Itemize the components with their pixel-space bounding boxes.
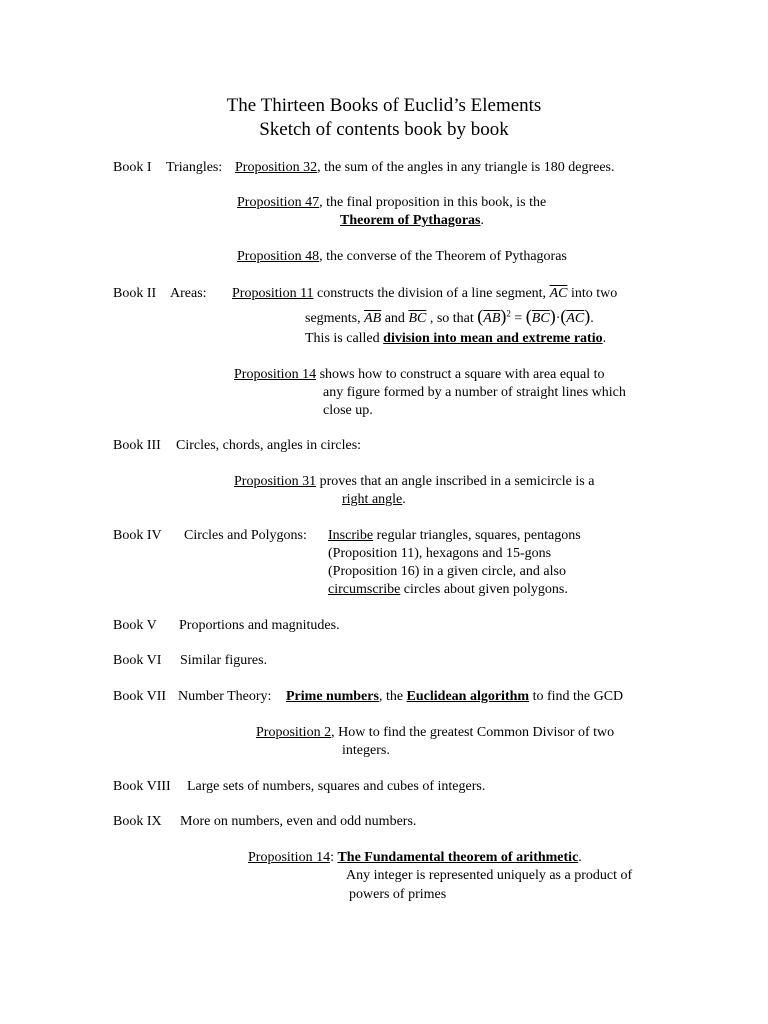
prop-14-line1: shows how to construct a square with area equal to xyxy=(316,367,605,382)
page-title: The Thirteen Books of Euclid’s Elements xyxy=(226,95,542,116)
book-4-line1-text: regular triangles, squares, pentagons xyxy=(373,528,581,543)
formula-period: . xyxy=(590,311,594,326)
prop-14-ix-end: . xyxy=(578,850,582,865)
book-9-label: Book IX xyxy=(113,814,162,829)
book-7-line xyxy=(286,688,623,706)
called-end: . xyxy=(602,331,607,346)
prop-11-text2: into two xyxy=(567,286,618,301)
book-9-prop14 xyxy=(248,849,582,867)
formula-ab: $\overline{AB}$ xyxy=(483,311,501,326)
paren-open-3: ( xyxy=(560,306,567,326)
prop-14-ix-sep: : xyxy=(330,850,338,865)
book-4-line4 xyxy=(328,581,568,599)
book-2-prop14-line2: any figure formed by a number of straight lines which xyxy=(323,385,626,400)
book-4-line3: (Proposition 16) in a given circle, and also xyxy=(328,564,566,579)
book-3-right-angle-line xyxy=(342,491,406,509)
prop-14-ix-link: Proposition 14 xyxy=(248,850,331,865)
book-2-formula xyxy=(305,307,594,328)
paren-open: ( xyxy=(477,306,484,326)
paren-open-2: ( xyxy=(525,306,532,326)
prop-2-link: Proposition 2 xyxy=(256,725,332,740)
paren-close: ) xyxy=(500,306,507,326)
right-angle-end: . xyxy=(402,492,406,507)
theorem-end: . xyxy=(480,213,484,228)
formula-ac: $\overline{AC}$ xyxy=(566,311,585,326)
prop-14-link: Proposition 14 xyxy=(234,367,317,382)
formula-bc: $\overline{BC}$ xyxy=(531,311,550,326)
book-7-comma: , the xyxy=(378,689,407,704)
prop-2-text: , How to find the greatest Common Divisor of two xyxy=(331,725,615,740)
prop-47-link: Proposition 47 xyxy=(237,195,320,210)
prop-47-text: , the final proposition in this book, is the xyxy=(319,195,547,210)
book-2-prop14 xyxy=(234,366,605,384)
book-5-topic: Proportions and magnitudes. xyxy=(179,618,340,633)
book-2-called xyxy=(305,330,606,348)
inscribe: Inscribe xyxy=(328,528,374,543)
prop-11-text: constructs the division of a line segment, xyxy=(313,286,547,301)
prop-31-text: proves that an angle inscribed in a semicircle is a xyxy=(316,474,595,489)
euclidean-algorithm: Euclidean algorithm xyxy=(406,689,530,704)
prop-31-link: Proposition 31 xyxy=(234,474,317,489)
equals: = xyxy=(510,311,526,326)
segment-ac: $\overline{AC}$ xyxy=(549,286,568,301)
paren-close-3: ) xyxy=(584,306,591,326)
page-subtitle: Sketch of contents book by book xyxy=(259,119,509,140)
book-1-prop32 xyxy=(235,159,615,177)
fundamental-theorem: The Fundamental theorem of arithmetic xyxy=(337,850,579,865)
book-5-label: Book V xyxy=(113,618,157,633)
book-1-theorem-line xyxy=(340,212,484,230)
dot: · xyxy=(555,311,561,326)
book-6-label: Book VI xyxy=(113,653,162,668)
book-3-prop31 xyxy=(234,473,594,491)
prop-32-text: , the sum of the angles in any triangle is 180 degrees. xyxy=(317,160,615,175)
book-1-topic: Triangles: xyxy=(166,160,223,175)
book-8-label: Book VIII xyxy=(113,779,171,794)
book-8-topic: Large sets of numbers, squares and cubes of integers. xyxy=(187,779,486,794)
book-2-topic: Areas: xyxy=(170,286,207,301)
so-that: , so that xyxy=(426,311,478,326)
prop-48-link: Proposition 48 xyxy=(237,249,320,264)
called-text: This is called xyxy=(305,331,384,346)
paren-close-2: ) xyxy=(549,306,556,326)
book-4-line2: (Proposition 11), hexagons and 15-gons xyxy=(328,546,552,561)
called-term: division into mean and extreme ratio xyxy=(383,331,603,346)
prop-11-link: Proposition 11 xyxy=(232,286,314,301)
prop-48-text: , the converse of the Theorem of Pythagoras xyxy=(319,249,567,264)
book-3-topic: Circles, chords, angles in circles: xyxy=(176,438,362,453)
book-7-prop2 xyxy=(256,724,614,742)
prime-numbers: Prime numbers xyxy=(286,689,379,704)
book-7-label: Book VII xyxy=(113,689,167,704)
book-2-label: Book II xyxy=(113,286,157,301)
book-4-line1 xyxy=(328,527,581,545)
book-1-prop48 xyxy=(237,248,567,266)
book-9-line2: Any integer is represented uniquely as a product of xyxy=(346,868,633,883)
book-3-label: Book III xyxy=(113,438,161,453)
book-1-label: Book I xyxy=(113,160,152,175)
book-1-prop47 xyxy=(237,194,546,212)
right-angle: right angle xyxy=(342,492,403,507)
book-9-line3: powers of primes xyxy=(349,887,447,902)
segment-ab: $\overline{AB}$ xyxy=(364,311,382,326)
and-word: and xyxy=(381,311,409,326)
theorem-pythagoras: Theorem of Pythagoras xyxy=(340,213,481,228)
squared: 2 xyxy=(506,308,511,319)
segment-bc: $\overline{BC}$ xyxy=(408,311,427,326)
book-4-line4-text: circles about given polygons. xyxy=(400,582,568,597)
book-6-topic: Similar figures. xyxy=(180,653,268,668)
book-4-label: Book IV xyxy=(113,528,162,543)
book-7-topic: Number Theory: xyxy=(178,689,272,704)
book-9-topic: More on numbers, even and odd numbers. xyxy=(180,814,417,829)
book-7-prop2-line2: integers. xyxy=(342,743,390,758)
prop-32-link: Proposition 32 xyxy=(235,160,318,175)
book-4-topic: Circles and Polygons: xyxy=(184,528,307,543)
book-7-gcd: to find the GCD xyxy=(529,689,624,704)
book-2-prop14-line3: close up. xyxy=(323,403,373,418)
circumscribe: circumscribe xyxy=(328,582,401,597)
book-2-prop11 xyxy=(232,285,617,303)
segments-word: segments, xyxy=(305,311,361,326)
